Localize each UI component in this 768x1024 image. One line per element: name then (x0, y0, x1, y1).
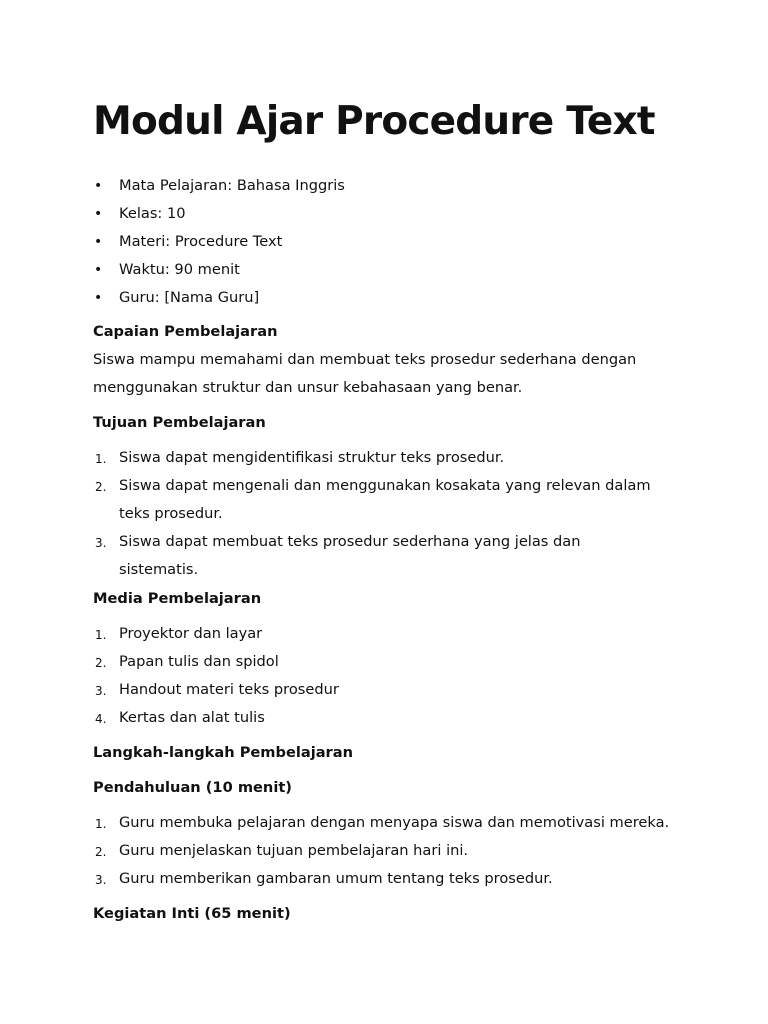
list-item (93, 704, 693, 732)
tujuan-section (93, 409, 693, 584)
bullet-marker: • (94, 290, 103, 306)
list-item-text: Waktu: 90 menit (119, 261, 240, 278)
number-marker: 3. (95, 536, 107, 550)
pendahuluan-list (93, 809, 673, 893)
list-item-text: Siswa dapat membuat teks prosedur sederhana yang jelas dan sistematis. (119, 533, 581, 578)
list-item-text: Kelas: 10 (119, 205, 186, 222)
number-marker: 2. (95, 845, 107, 859)
langkah-section (93, 739, 693, 767)
section-paragraph: Siswa mampu memahami dan membuat teks prosedur sederhana dengan menggunakan struktur dan unsur kebahasaan yang benar. (93, 351, 637, 396)
list-item (93, 200, 693, 228)
number-marker: 1. (95, 817, 107, 831)
list-item (93, 865, 673, 893)
list-item-text: Mata Pelajaran: Bahasa Inggris (119, 177, 345, 194)
section-heading: Capaian Pembelajaran (93, 323, 278, 340)
media-list (93, 620, 693, 732)
number-marker: 1. (95, 452, 107, 466)
capaian-section (93, 318, 693, 402)
number-marker: 3. (95, 873, 107, 887)
list-item-text: Siswa dapat mengenali dan menggunakan kosakata yang relevan dalam teks prosedur. (119, 477, 651, 522)
tujuan-list (93, 444, 663, 584)
list-item (93, 256, 693, 284)
list-item-text: Handout materi teks prosedur (119, 681, 339, 698)
list-item (93, 528, 663, 584)
number-marker: 1. (95, 628, 107, 642)
list-item (93, 809, 673, 837)
media-section (93, 585, 693, 732)
bullet-marker: • (94, 178, 103, 194)
bullet-marker: • (94, 262, 103, 278)
section-heading: Media Pembelajaran (93, 590, 262, 607)
list-item (93, 620, 693, 648)
pendahuluan-section (93, 774, 693, 893)
list-item (93, 472, 663, 528)
list-item (93, 676, 693, 704)
list-item-text: Guru menjelaskan tujuan pembelajaran hari ini. (119, 842, 469, 859)
list-item-text: Guru: [Nama Guru] (119, 289, 260, 306)
bullet-marker: • (94, 234, 103, 250)
number-marker: 3. (95, 684, 107, 698)
list-item (93, 837, 673, 865)
section-heading: Tujuan Pembelajaran (93, 414, 266, 431)
info-section (93, 172, 693, 312)
list-item (93, 228, 693, 256)
list-item-text: Materi: Procedure Text (119, 233, 283, 250)
document-title: Modul Ajar Procedure Text (93, 99, 655, 144)
list-item-text: Papan tulis dan spidol (119, 653, 279, 670)
list-item-text: Kertas dan alat tulis (119, 709, 265, 726)
list-item (93, 172, 693, 200)
list-item-text: Siswa dapat mengidentifikasi struktur teks prosedur. (119, 449, 505, 466)
list-item-text: Proyektor dan layar (119, 625, 263, 642)
info-list (93, 172, 693, 312)
section-heading: Pendahuluan (10 menit) (93, 779, 292, 796)
list-item-text: Guru memberikan gambaran umum tentang teks prosedur. (119, 870, 553, 887)
list-item (93, 284, 693, 312)
number-marker: 4. (95, 712, 107, 726)
inti-section (93, 900, 693, 928)
bullet-marker: • (94, 206, 103, 222)
number-marker: 2. (95, 480, 107, 494)
list-item-text: Guru membuka pelajaran dengan menyapa siswa dan memotivasi mereka. (119, 814, 670, 831)
section-heading: Kegiatan Inti (65 menit) (93, 905, 291, 922)
number-marker: 2. (95, 656, 107, 670)
section-heading: Langkah-langkah Pembelajaran (93, 744, 353, 761)
list-item (93, 648, 693, 676)
list-item (93, 444, 663, 472)
